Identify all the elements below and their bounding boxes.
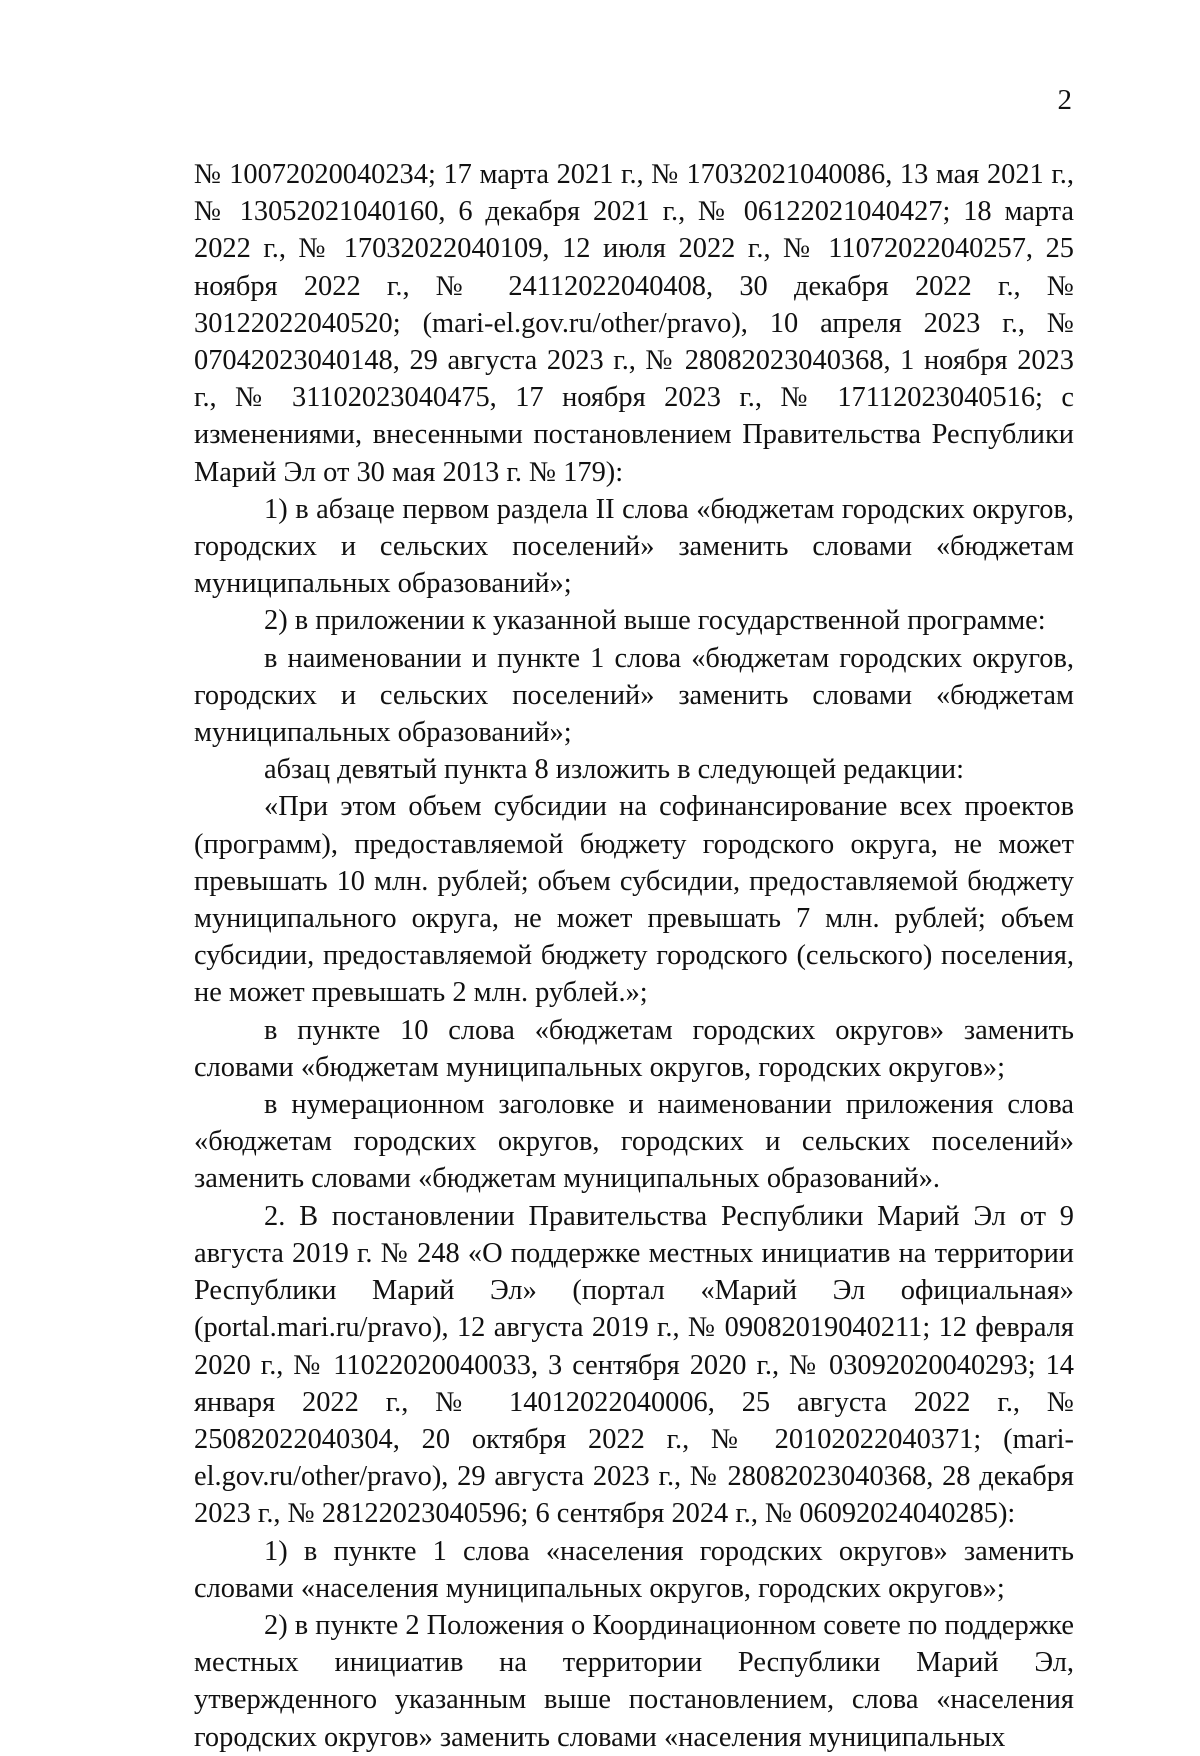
paragraph-section-2-item-2: 2) в пункте 2 Положения о Координационном совете по поддержке местных инициатив на территории Республики Марий Эл, утвержденного указанным выше постановлением, слова «населения городских округов» заменить словами «населения муниципальных (194, 1609, 1074, 1753)
paragraph-abzac-9: абзац девятый пункта 8 изложить в следующей редакции: (264, 754, 964, 786)
paragraph-section-2: 2. В постановлении Правительства Республики Марий Эл от 9 августа 2019 г. № 248 «О поддержке местных инициатив на территории Республики Марий Эл» (портал «Марий Эл официальная» (portal.mari.ru/pravo), 12 августа 2019 г., № 09082019040211; 12 февраля 2020 г., № 11022020040033, 3 сентября 2020 г., № 03092020040293; 14 января 2022 г., № 14012022040006, 25 августа 2022 г., № 25082022040304, 20 октября 2022 г., № 20102022040371; (mari-el.gov.ru/other/pravo), 29 августа 2023 г., № 28082023040368, 28 декабря 2023 г., № 28122023040596; 6 сентября 2024 г., № 06092024040285): (194, 1200, 1074, 1530)
paragraph-section-2-item-1: 1) в пункте 1 слова «населения городских округов» заменить словами «населения муниципальных округов, городских округов»; (194, 1535, 1074, 1604)
paragraph-item-2: 2) в приложении к указанной выше государственной программе: (264, 605, 1046, 637)
paragraph-naming: в наименовании и пункте 1 слова «бюджетам городских округов, городских и сельских поселений» заменить словами «бюджетам муниципальных образований»; (194, 642, 1074, 749)
paragraph-item-1: 1) в абзаце первом раздела II слова «бюджетам городских округов, городских и сельских поселений» заменить словами «бюджетам муниципальных образований»; (194, 493, 1074, 600)
page-number: 2 (1057, 84, 1072, 116)
paragraph-point-10: в пункте 10 слова «бюджетам городских округов» заменить словами «бюджетам муниципальных округов, городских округов»; (194, 1014, 1074, 1083)
document-body (194, 156, 1074, 1756)
paragraph-quoted-text: «При этом объем субсидии на софинансирование всех проектов (программ), предоставляемой бюджету городского округа, не может превышать 10 млн. рублей; объем субсидии, предоставляемой бюджету муниципального округа, не может превышать 7 млн. рублей; объем субсидии, предоставляемой бюджету городского (сельского) поселения, не может превышать 2 млн. рублей.»; (194, 791, 1074, 1009)
paragraph-appendix-heading: в нумерационном заголовке и наименовании приложения слова «бюджетам городских округов, городских и сельских поселений» заменить словами «бюджетам муниципальных образований». (194, 1089, 1074, 1195)
paragraph-continuation: № 10072020040234; 17 марта 2021 г., № 17032021040086, 13 мая 2021 г., № 13052021040160, 6 декабря 2021 г., № 06122021040427; 18 марта 2022 г., № 17032022040109, 12 июля 2022 г., № 11072022040257, 25 ноября 2022 г., № 24112022040408, 30 декабря 2022 г., № 30122022040520; (mari-el.gov.ru/other/pravo), 10 апреля 2023 г., № 07042023040148, 29 августа 2023 г., № 28082023040368, 1 ноября 2023 г., № 31102023040475, 17 ноября 2023 г., № 17112023040516; с изменениями, внесенными постановлением Правительства Республики Марий Эл от 30 мая 2013 г. № 179): (194, 159, 1074, 488)
